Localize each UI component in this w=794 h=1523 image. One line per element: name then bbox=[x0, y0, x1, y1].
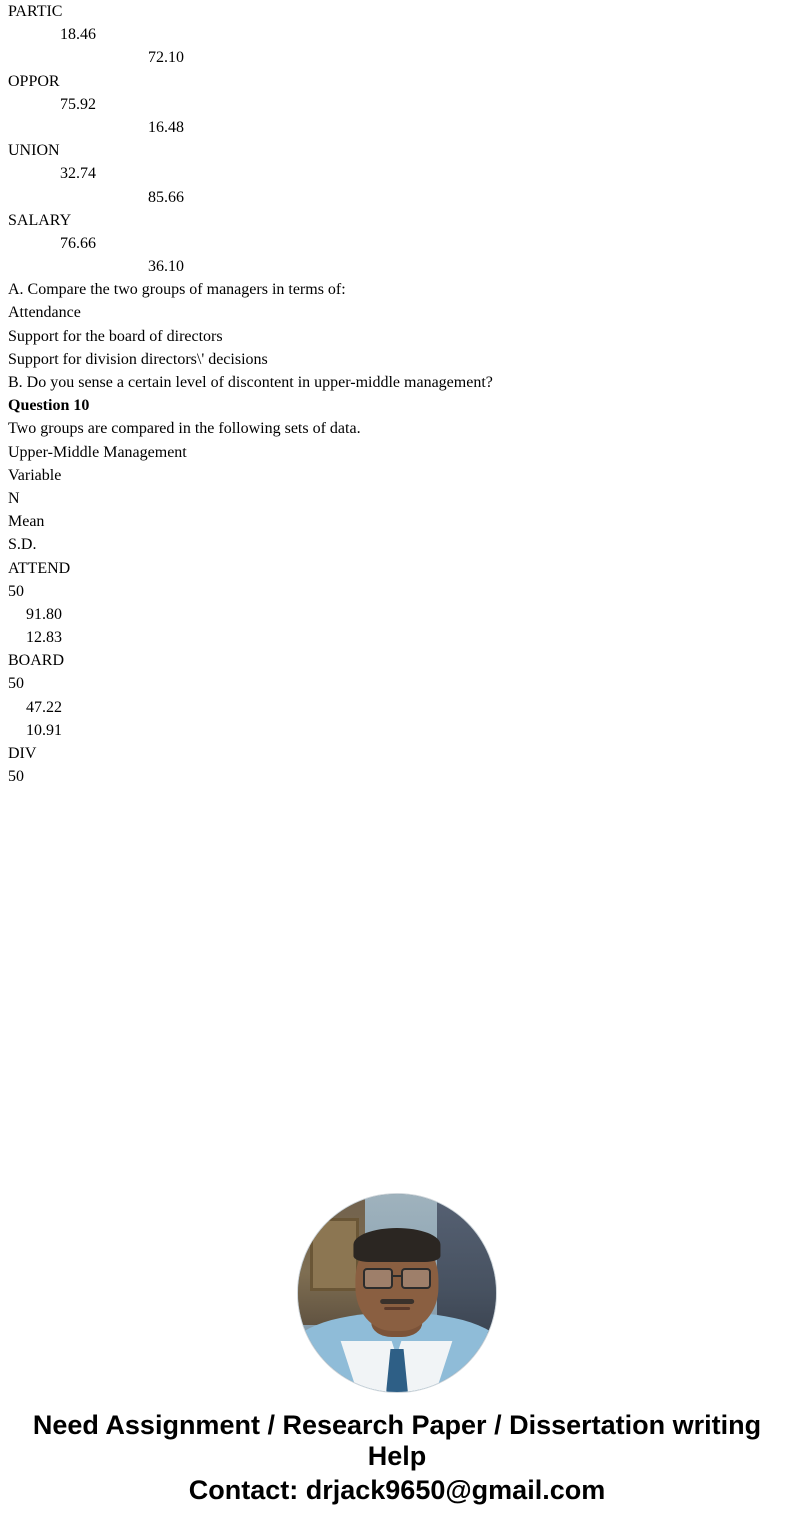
avatar bbox=[298, 1194, 496, 1392]
text-line: S.D. bbox=[8, 536, 37, 554]
text-line: Mean bbox=[8, 513, 45, 531]
photo-mustache bbox=[380, 1299, 414, 1304]
text-line: B. Do you sense a certain level of discontent in upper-middle management? bbox=[8, 374, 493, 391]
text-line: Attendance bbox=[8, 304, 81, 322]
text-line: Support for division directors\' decisions bbox=[8, 350, 268, 368]
text-line: OPPOR bbox=[8, 72, 60, 90]
text-line: Two groups are compared in the following sets of data. bbox=[8, 420, 361, 438]
photo-hair bbox=[353, 1228, 440, 1262]
text-line: 32.74 bbox=[60, 165, 96, 183]
text-line: A. Compare the two groups of managers in terms of: bbox=[8, 281, 346, 299]
text-line: 85.66 bbox=[148, 188, 184, 206]
text-line: DIV bbox=[8, 745, 37, 762]
text-line: 47.22 bbox=[26, 698, 62, 716]
text-line: UNION bbox=[8, 142, 60, 160]
photo-glasses-right bbox=[401, 1268, 431, 1290]
photo-mouth bbox=[384, 1307, 410, 1310]
text-line: 16.48 bbox=[148, 118, 184, 136]
question-heading: Question 10 bbox=[8, 397, 90, 415]
photo-picture-frame bbox=[310, 1218, 360, 1291]
text-line: 36.10 bbox=[148, 258, 184, 276]
text-line: 72.10 bbox=[148, 49, 184, 67]
text-line: SALARY bbox=[8, 211, 72, 229]
text-line: BOARD bbox=[8, 652, 65, 670]
text-line: ATTEND bbox=[8, 559, 71, 577]
text-line: 50 bbox=[8, 675, 24, 693]
photo-glasses-bridge bbox=[392, 1275, 402, 1277]
text-line: 75.92 bbox=[60, 95, 96, 113]
photo-wall-right bbox=[437, 1194, 496, 1333]
promo-contact: Contact: drjack9650@gmail.com bbox=[188, 1474, 606, 1505]
text-line: 50 bbox=[8, 768, 24, 786]
text-line: 18.46 bbox=[60, 26, 96, 44]
photo-glasses-left bbox=[363, 1268, 393, 1290]
text-line: Support for the board of directors bbox=[8, 327, 223, 345]
text-line: N bbox=[8, 489, 20, 507]
text-line: 10.91 bbox=[26, 721, 62, 739]
promo-banner bbox=[0, 1184, 794, 1523]
text-line: Variable bbox=[8, 466, 62, 484]
text-line: Upper-Middle Management bbox=[8, 443, 187, 461]
text-line: 91.80 bbox=[26, 605, 62, 623]
avatar-wrapper bbox=[0, 1184, 794, 1392]
promo-headline: Need Assignment / Research Paper / Dissertation writing Help bbox=[32, 1410, 762, 1471]
text-line: PARTIC bbox=[8, 3, 63, 20]
text-line: 50 bbox=[8, 582, 24, 600]
text-line: 76.66 bbox=[60, 234, 96, 252]
text-line: 12.83 bbox=[26, 629, 62, 647]
